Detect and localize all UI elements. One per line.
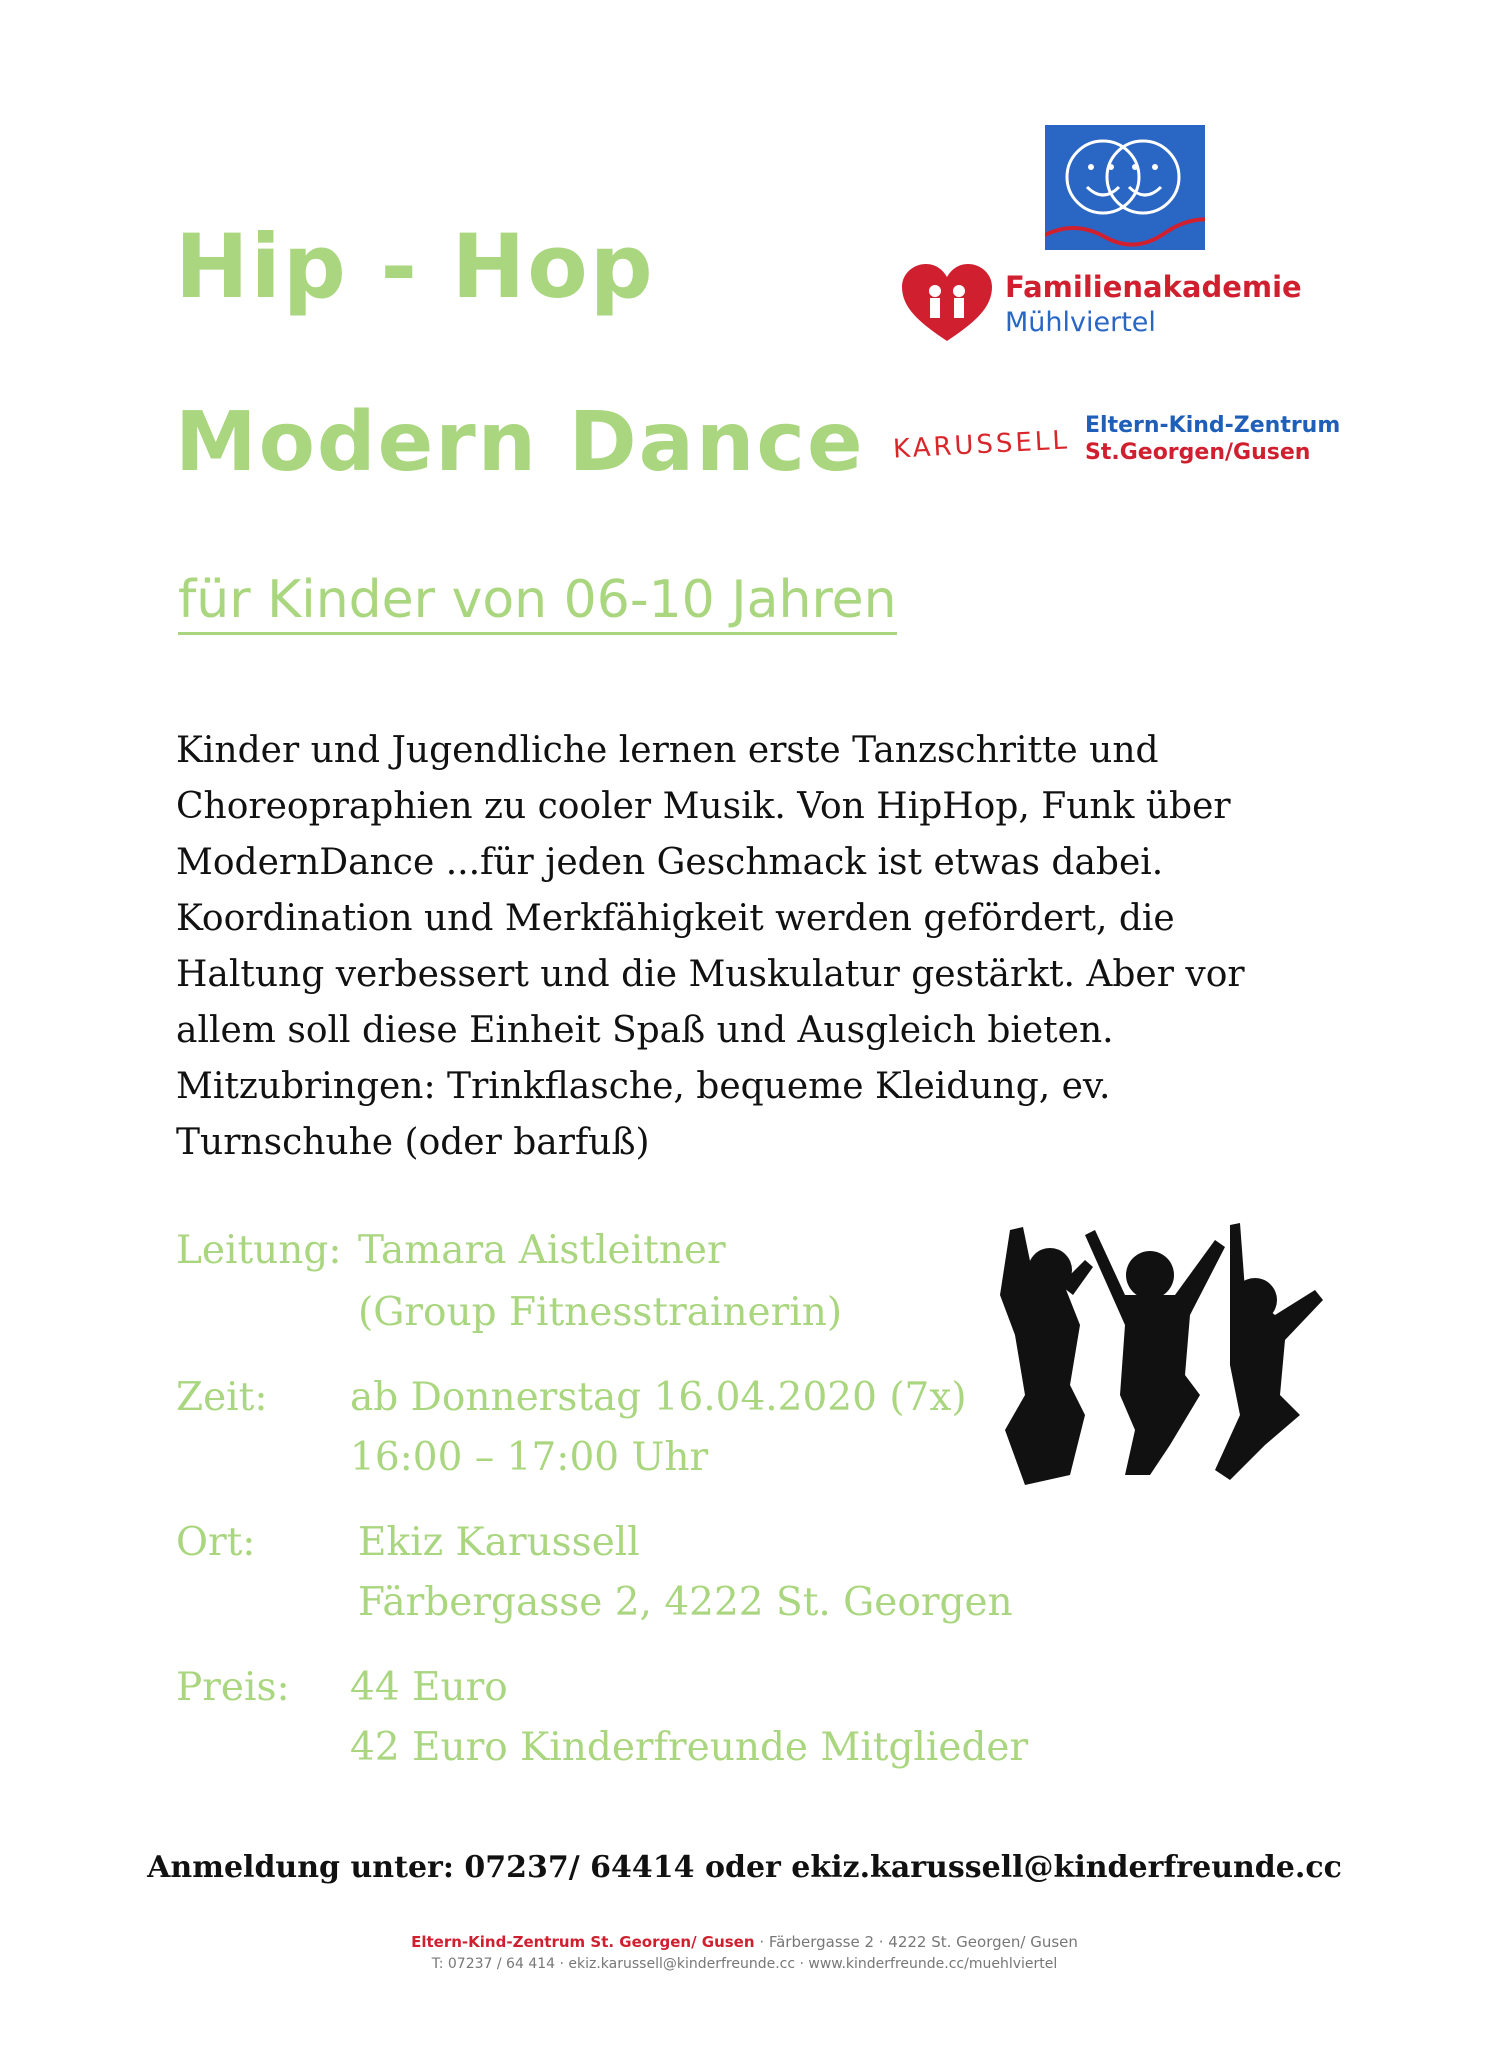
ort-label: Ort: — [176, 1520, 256, 1565]
leitung-label: Leitung: — [176, 1228, 342, 1273]
ort-name: Ekiz Karussell — [358, 1520, 640, 1565]
footer-contact: T: 07237 / 64 414 · ekiz.karussell@kinderfreunde.cc · www.kinderfreunde.cc/muehlviertel — [431, 1956, 1058, 1972]
footer-org-name: Eltern-Kind-Zentrum St. Georgen/ Gusen — [411, 1933, 755, 1951]
footer-address — [0, 1933, 1489, 1951]
preis-regular: 44 Euro — [350, 1665, 508, 1710]
ekiz-logo-line1: Eltern-Kind-Zentrum — [1085, 413, 1341, 438]
ekiz-logo-line2: St.Georgen/Gusen — [1085, 440, 1311, 465]
description-line: Haltung verbessert und die Muskulatur gestärkt. Aber vor — [176, 954, 1245, 995]
preis-label: Preis: — [176, 1665, 290, 1710]
description-line: ModernDance ...für jeden Geschmack ist etwas dabei. — [176, 842, 1164, 883]
description-line: Choreopraphien zu cooler Musik. Von HipHop, Funk über — [176, 786, 1231, 827]
familienakademie-name: Familienakademie — [1005, 270, 1302, 304]
description-line: Koordination und Merkfähigkeit werden gefördert, die — [176, 898, 1175, 939]
title-hip-hop: Hip - Hop — [175, 215, 655, 318]
title-modern-dance: Modern Dance — [175, 395, 865, 490]
description-line: Kinder und Jugendliche lernen erste Tanzschritte und — [176, 730, 1159, 771]
footer-street: · Färbergasse 2 · 4222 St. Georgen/ Gusen — [754, 1933, 1078, 1951]
description-line: Mitzubringen: Trinkflasche, bequeme Kleidung, ev. — [176, 1066, 1111, 1107]
heart-children-logo-icon — [900, 263, 995, 347]
zeit-time: 16:00 – 17:00 Uhr — [350, 1435, 709, 1480]
jumping-children-silhouette-icon — [975, 1215, 1335, 1519]
description-line: allem soll diese Einheit Spaß und Ausgleich bieten. — [176, 1010, 1114, 1051]
description-line: Turnschuhe (oder barfuß) — [176, 1122, 650, 1163]
zeit-label: Zeit: — [176, 1375, 268, 1420]
leitung-name: Tamara Aistleitner — [358, 1228, 726, 1273]
subtitle-age-range: für Kinder von 06-10 Jahren — [178, 570, 897, 635]
ort-address: Färbergasse 2, 4222 St. Georgen — [358, 1580, 1013, 1625]
familienakademie-region: Mühlviertel — [1005, 307, 1156, 338]
registration-info: Anmeldung unter: 07237/ 64414 oder ekiz.karussell@kinderfreunde.cc — [147, 1850, 1342, 1885]
karussell-logo: KARUSSELL — [892, 425, 1071, 465]
course-description — [176, 723, 1326, 1171]
smiley-faces-logo-icon — [1045, 125, 1205, 250]
preis-member: 42 Euro Kinderfreunde Mitglieder — [350, 1725, 1029, 1770]
zeit-date: ab Donnerstag 16.04.2020 (7x) — [350, 1375, 967, 1420]
leitung-role: (Group Fitnesstrainerin) — [358, 1290, 843, 1335]
